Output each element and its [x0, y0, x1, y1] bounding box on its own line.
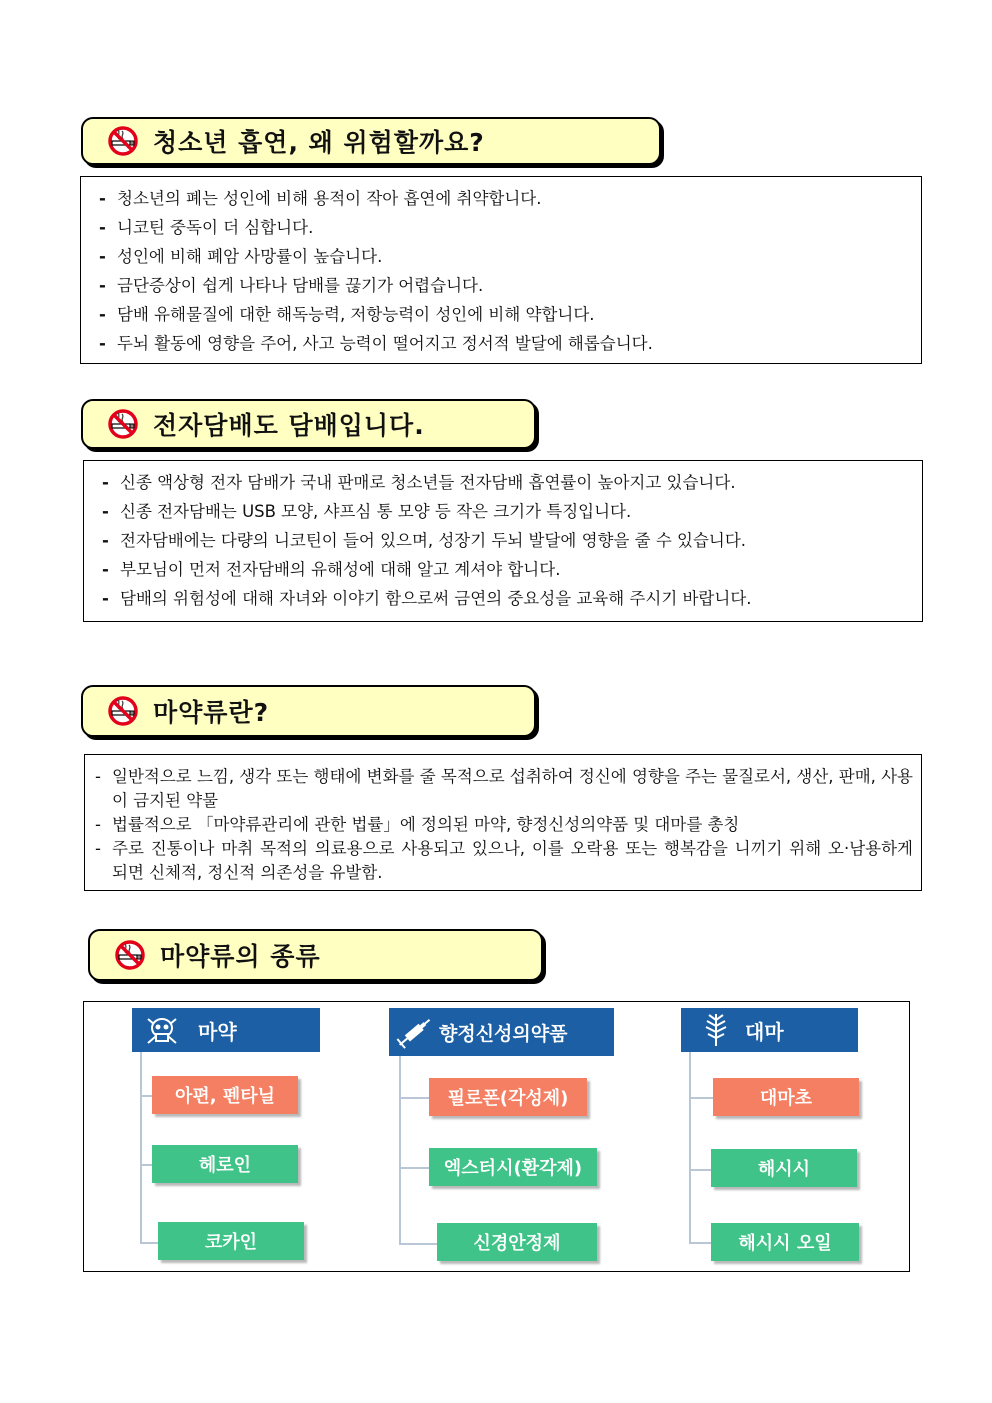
list-item: - 청소년의 폐는 성인에 비해 용적이 작아 흡연에 취약합니다. — [81, 184, 921, 213]
drugs-definition-list — [85, 765, 921, 885]
category-name: 향정신성의약품 — [439, 1022, 568, 1045]
drug-item: 아편, 펜타닐 — [152, 1076, 298, 1114]
list-item: - 담배의 위험성에 대해 자녀와 이야기 함으로써 금연의 중요성을 교육해 주시기 바랍니다. — [84, 584, 922, 613]
section-header-e-cigarette — [81, 399, 536, 449]
syringe-icon — [395, 1013, 435, 1051]
category-name: 마약 — [198, 1019, 237, 1044]
no-smoking-icon — [107, 125, 139, 157]
drug-item: 대마초 — [713, 1078, 859, 1116]
list-item: - 주로 진통이나 마취 목적의 의료용으로 사용되고 있으나, 이를 오락용 또는 행복감을 니끼기 위해 오·남용하게 되면 신체적, 정신적 의존성을 유발함. — [85, 837, 921, 885]
section-header-teen-smoking — [81, 117, 661, 165]
list-item: - 법률적으로 「마약류관리에 관한 법률」에 정의된 마약, 향정신성의약품 및 대마를 총칭 — [85, 813, 921, 837]
no-smoking-icon — [114, 939, 146, 971]
drug-item: 해시시 — [711, 1149, 857, 1187]
list-item: - 담배 유해물질에 대한 해독능력, 저항능력이 성인에 비해 약합니다. — [81, 300, 921, 329]
category-tree-cannabis — [681, 1008, 901, 1268]
drug-item: 필로폰(각성제) — [429, 1078, 587, 1116]
list-item: - 신종 액상형 전자 담배가 국내 판매로 청소년들 전자담배 흡연률이 높아지고 있습니다. — [84, 468, 922, 497]
drugs-definition-box — [84, 754, 922, 891]
e-cigarette-list — [84, 468, 922, 613]
list-item: - 부모님이 먼저 전자담배의 유해성에 대해 알고 계셔야 합니다. — [84, 555, 922, 584]
skull-icon — [142, 1013, 182, 1047]
leaf-icon — [703, 1012, 729, 1048]
drug-item: 해시시 오일 — [711, 1223, 859, 1261]
no-smoking-icon — [107, 695, 139, 727]
drug-item: 헤로인 — [152, 1145, 298, 1183]
list-item: - 니코틴 중독이 더 심합니다. — [81, 213, 921, 242]
teen-smoking-list-box — [80, 176, 922, 364]
category-tree-psychotropics — [389, 1008, 619, 1268]
category-tree-narcotics — [132, 1008, 352, 1268]
section-header-drugs-definition — [81, 685, 536, 737]
list-item: - 금단증상이 쉽게 나타나 담배를 끊기가 어렵습니다. — [81, 271, 921, 300]
section-title: 마약류의 종류 — [160, 942, 321, 971]
list-item: - 두뇌 활동에 영향을 주어, 사고 능력이 떨어지고 정서적 발달에 해롭습니다. — [81, 329, 921, 358]
drug-types-diagram — [83, 1001, 910, 1272]
list-item: - 성인에 비해 폐암 사망률이 높습니다. — [81, 242, 921, 271]
category-header — [389, 1008, 614, 1056]
section-title: 전자담배도 담배입니다. — [153, 411, 425, 440]
no-smoking-icon — [107, 408, 139, 440]
section-header-drug-types — [88, 929, 543, 981]
category-header — [681, 1008, 858, 1052]
list-item: - 일반적으로 느낌, 생각 또는 행태에 변화를 줄 목적으로 섭취하여 정신에 영향을 주는 물질로서, 생산, 판매, 사용이 금지된 약물 — [85, 765, 921, 813]
section-title: 마약류란? — [153, 698, 270, 727]
teen-smoking-list — [81, 184, 921, 358]
e-cigarette-list-box — [83, 460, 923, 622]
list-item: - 신종 전자담배는 USB 모양, 샤프심 통 모양 등 작은 크기가 특징입니다. — [84, 497, 922, 526]
category-name: 대마 — [745, 1019, 784, 1044]
drug-item: 신경안정제 — [437, 1223, 597, 1261]
drug-item: 코카인 — [158, 1222, 304, 1260]
section-title: 청소년 흡연, 왜 위험할까요? — [153, 128, 485, 157]
category-header — [132, 1008, 320, 1052]
drug-item: 엑스터시(환각제) — [429, 1148, 597, 1186]
list-item: - 전자담배에는 다량의 니코틴이 들어 있으며, 성장기 두뇌 발달에 영향을 줄 수 있습니다. — [84, 526, 922, 555]
